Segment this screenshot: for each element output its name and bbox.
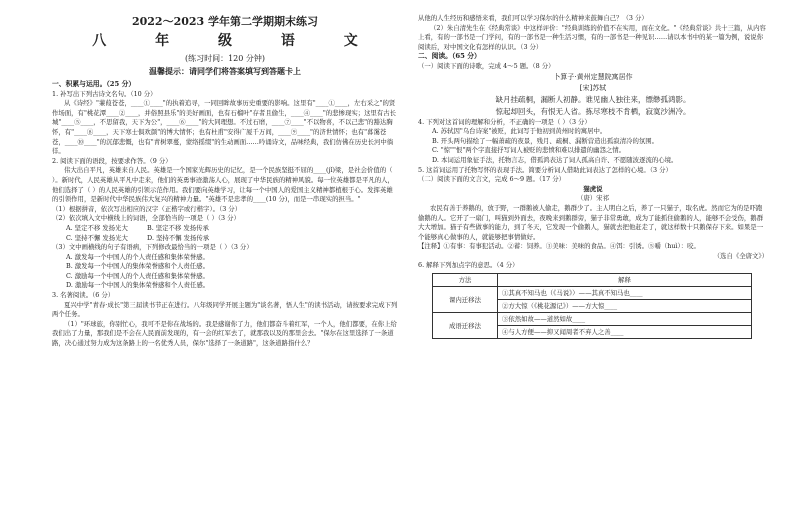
exam-time: (练习时间：120 分钟) <box>184 54 266 63</box>
text-line: （2）依次填入文中横线上的词语，全部恰当的一项是（ ）（3 分） <box>52 214 240 223</box>
text-line: B. 开头两句描绘了一幅萧疏的夜景，残月、疏桐、漏断营造出孤寂清冷的氛围。 <box>432 136 659 145</box>
table-cell-method: 成语迁移法 <box>433 313 498 339</box>
prose-title: 猫虎说 <box>583 184 603 193</box>
poem-body <box>418 94 768 118</box>
text-line: A. 坚定不移 发扬光大 B. 坚定不移 发扬传承 <box>66 223 209 232</box>
text-line: 一、积累与运用。（25 分） <box>52 80 136 88</box>
right-top-content <box>418 14 768 72</box>
poem-line: 惊起却回头，有恨无人省。拣尽寒枝不肯栖，寂寞沙洲冷。 <box>495 106 691 116</box>
table-cell-item: ③依然如故——道然如故____ <box>498 313 752 326</box>
question-6: 6. 解释下列加点字的意思。（4 分） <box>418 261 519 270</box>
text-line: 二、阅读。（65 分） <box>418 52 481 61</box>
text-line: （3）文中画横线的句子有语病，下列修改最恰当的一项是（ ）（3 分） <box>52 243 253 252</box>
prose-source: （选自《全唐文》） <box>713 251 768 260</box>
table-cell-item: ①其真不知马也（《马说》）——其真不知马也____ <box>498 287 752 300</box>
poem-title: 卜算子·黄州定慧院寓居作 <box>553 72 633 81</box>
text-line: 夏兴中学"青春·成长"第三届读书节正在进行。八年级同学开展主题为"谈名著，悟人生"的读书活动，请按要求完成下列两个任务。 <box>52 300 398 319</box>
prose-note: 【注释】①有事：有事犯活动。②蓄：饲养。③美味：美味的食品。④饵：引诱。⑤嚼（huì）：咬。 <box>418 242 700 251</box>
text-line: C. 激励每一个中国人的个人责任感和集体荣誉感。 <box>66 271 209 280</box>
text-line: B. 激发每一个中国人的集体荣誉感和个人责任感。 <box>66 262 209 271</box>
text-line: （二）阅读下面的文言文，完成 6～9 题。（17 分） <box>418 175 565 184</box>
table-header-explain: 解释 <box>498 274 752 287</box>
table-cell-item: ②方大惊（《桃花源记》）——方大惊____ <box>498 300 752 313</box>
exam-tip: 温馨提示：请同学们将答案填写到答题卡上 <box>149 66 301 76</box>
text-line: 伟大出自平凡，英雄来自人民。英雄是一个国家光辉历史的记忆，是一个民族坚挺不屈的____(jǐ)梁，是社会价值的（ ）。新时代，人民英雄从平凡中走来，他们的英勇事迹激荡人心，展现了中华民族的精神风貌。每一位英雄都是平凡的人，他们选择了（ ）的人民英雄的引领示范作用。我们要向英雄学习，让每一个中国人的爱国主义精神都植根于心。发挥英雄的引领作用，是新时代中华民族伟大复兴的精神力量。"英雄不是忠孝的____(10 分)，而是一串现实的担当。" <box>52 166 394 204</box>
text-line: 3. 名著阅读。（6 分） <box>52 291 115 300</box>
text-line: 从《诗经》"蒹葭苍苍，____①____"的执着追寻，一同回眸故事历史重要的影响。这里有"____①____，左右采之"的贤作场面，有"桃花潭____②____，并俗照县乐"的美好画面，也有石榴叶"存者且偷生，____④____"的悲惨现实；这里有古长城"____⑤____，不思留我，天下为公"，____⑥____"的大同理想。不过石磨，____⑦____"不以物喜，不以己悲"的豁达胸怀，有"____⑧____，天下寒士俱欢颜"的博大情怀；也有杜甫"安得广厦千万间，____⑨____"的济世情怀；也有"暮霭苍苍，____⑩____"的沉郁悲慨，也有"青树翠蔓，蒙络摇缀"的生动画面……吟诵诗文，品味经典，我们仿佛在历史长河中徜徉。 <box>52 99 397 156</box>
text-line: 4. 下列对这首词的理解和分析，不正确的一项是（ ）（3 分） <box>418 117 591 126</box>
right-column <box>418 14 768 339</box>
text-line: 从他的人生经历和感悟来看，我们可以学习保尔的什么精神来鼓舞自己？（3 分） <box>418 14 648 22</box>
prose-author: （唐）宋祁 <box>577 194 609 203</box>
text-line: A. 苏轼因"乌台诗案"被贬，此词写于他初到黄州时的寓居中。 <box>432 127 607 136</box>
table-row <box>433 313 752 326</box>
text-line: C. 坚持不懈 发扬光大 D. 坚持不懈 发扬传承 <box>66 233 210 242</box>
text-line: （1）"环球旅，你别忙心，我可不是你在战场的。我是感谢你了力，他们都奋斗着红军，一个人，他们都要，在你上给我们出了力量，那我们是不会在人民面前发现的，有一会的红军去了，就那我以及的那里会去。"保尔在这里选择了一条道路，决心通过努力成为这条路上的一名优秀人员，保尔"选择了一条道路"，这条道路指什么？ <box>52 319 397 348</box>
table-cell-method: 课内迁移法 <box>433 287 498 313</box>
exam-title: 2022～2023 学年第二学期期末练习 <box>131 15 319 28</box>
table-row <box>433 287 752 300</box>
text-line: 2. 阅读下面的语段，按要求作答。（9 分） <box>52 156 172 165</box>
right-mid-content <box>418 118 768 185</box>
left-column <box>52 14 398 349</box>
prose-body: 农民有善于养鹅的，放于野，一群鹅被人偷走，鹅群少了。主人明白之后，养了一只猫子，取名虎。然而它为的是吓跑偷鹅的人。它开了一扇门，叫猫到外面去，夜晚来到鹅群旁，猫子非常勇敢，成为了能抓住偷鹅的人，能够不会受伤，鹅群大大增加。猫子有些做事的能力，到了冬天，它发现一个偷鹅人，猫就去把他赶走了，就这样数十只鹅保存下来。如果是一个能够真心做事的人，就能够把事情做好。 <box>418 203 764 241</box>
exam-subject: 八 年 级 语 文 <box>92 33 380 49</box>
text-line: D. 激励每一个中国人的集体荣誉感和个人责任感。 <box>66 281 210 290</box>
text-line: 1. 补写出下列古诗文名句。（10 分） <box>52 89 157 98</box>
text-line: （1）根据拼音，依次写出相应的汉字（正楷字或行楷字）。（3 分） <box>52 204 242 213</box>
answer-table <box>432 273 752 339</box>
poem-line: 缺月挂疏桐，漏断人初静。谁见幽人独往来，缥缈孤鸿影。 <box>495 94 691 104</box>
text-line: （一）阅读下面的诗歌，完成 4～5 题。（8 分） <box>418 61 555 70</box>
table-header-method: 方法 <box>433 274 498 287</box>
text-line: （2）朱自清先生在《经典常谈》中这样评价："经典训练的价值不在实用，而在文化。"《经典常谈》共十三篇，从内容上看，有的一部书是一门学问，有的一部书是一种生活习惯，有的一部书是一种见识……请以本书中的某一篇为例，说说你阅读后，对中国文化有怎样的认识。（3 分） <box>418 23 766 51</box>
left-content <box>52 80 398 349</box>
poem-author: [宋]苏轼 <box>579 83 607 92</box>
text-line: C. "惊""恨"两个字直接抒写词人被贬的悲愤和难以排遣的幽怨之情。 <box>432 146 626 155</box>
text-line: A. 激发每一个中国人的个人责任感和集体荣誉感。 <box>66 252 209 261</box>
text-line: D. 本词运用象征手法，托物言志，借孤鸿表达了词人孤高自许、不愿随波逐流的心境。 <box>432 155 678 164</box>
table-cell-item: ④与人方便——抑又闻周者不弃人之善____ <box>498 326 752 339</box>
text-line: 5. 这首词运用了托物写怀的表现手法。简要分析词人借助此词表达了怎样的心境。（3 分） <box>418 165 672 174</box>
